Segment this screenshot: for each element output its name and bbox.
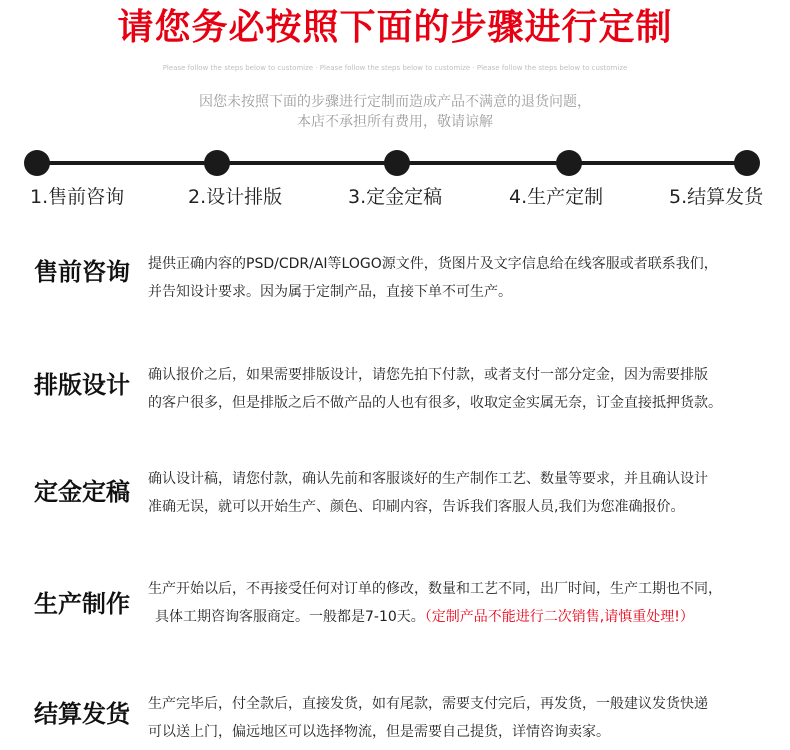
section-line: 并告知设计要求。因为属于定制产品，直接下单不可生产。: [148, 284, 512, 300]
section-line: 提供正确内容的PSD/CDR/AI等LOGO源文件，货图片及文字信息给在线客服或者联系我们，: [148, 256, 718, 272]
page-title: 请您务必按照下面的步骤进行定制: [117, 7, 673, 48]
section-line: [148, 603, 768, 631]
section-line-text: 具体工期咨询客服商定。一般都是7-10天。: [155, 609, 425, 625]
section-line: 的客户很多，但是排版之后不做产品的人也有很多，收取定金实属无奈，订金直接抵押货款。: [148, 395, 722, 411]
section-title: 生产制作: [34, 590, 130, 618]
step-dot-4: [556, 150, 582, 176]
section-line: 生产完毕后，付全款后，直接发货，如有尾款，需要支付完后，再发货，一般建议发货快递: [148, 696, 708, 712]
section-body: [148, 465, 768, 521]
section-line: 可以送上门，偏远地区可以选择物流，但是需要自己提货，详情咨询卖家。: [148, 724, 610, 740]
step-label-4: 4.生产定制: [509, 186, 604, 208]
step-dot-3: [384, 150, 410, 176]
faint-subtitle: Please follow the steps below to customize · Please follow the steps below to customize · Please follow the steps below to customize: [162, 64, 628, 72]
section-body: [148, 575, 768, 631]
section-body: [148, 361, 768, 417]
section-line: 准确无误，就可以开始生产、颜色、印刷内容，告诉我们客服人员,我们为您准确报价。: [148, 499, 685, 515]
resale-warning: （定制产品不能进行二次销售,请慎重处理!）: [424, 609, 694, 625]
step-dot-2: [204, 150, 230, 176]
notice-line-1: 因您未按照下面的步骤进行定制而造成产品不满意的退货问题，: [199, 94, 591, 110]
section-title: 售前咨询: [34, 258, 130, 286]
step-label-5: 5.结算发货: [669, 186, 764, 208]
step-dot-5: [734, 150, 760, 176]
section-line: 确认设计稿，请您付款，确认先前和客服谈好的生产制作工艺、数量等要求，并且确认设计: [148, 471, 708, 487]
section-title: 定金定稿: [34, 478, 130, 506]
section-body: [148, 690, 768, 746]
step-label-1: 1.售前咨询: [30, 186, 125, 208]
section-title: 结算发货: [34, 700, 130, 728]
step-dot-1: [24, 150, 50, 176]
section-line: 生产开始以后，不再接受任何对订单的修改，数量和工艺不同，出厂时间，生产工期也不同，: [148, 581, 722, 597]
section-title: 排版设计: [34, 371, 130, 399]
section-line: 确认报价之后，如果需要排版设计，请您先拍下付款，或者支付一部分定金，因为需要排版: [148, 367, 708, 383]
step-label-3: 3.定金定稿: [348, 186, 443, 208]
step-label-2: 2.设计排版: [188, 186, 283, 208]
notice-line-2: 本店不承担所有费用，敬请谅解: [297, 114, 493, 130]
section-body: [148, 250, 768, 306]
